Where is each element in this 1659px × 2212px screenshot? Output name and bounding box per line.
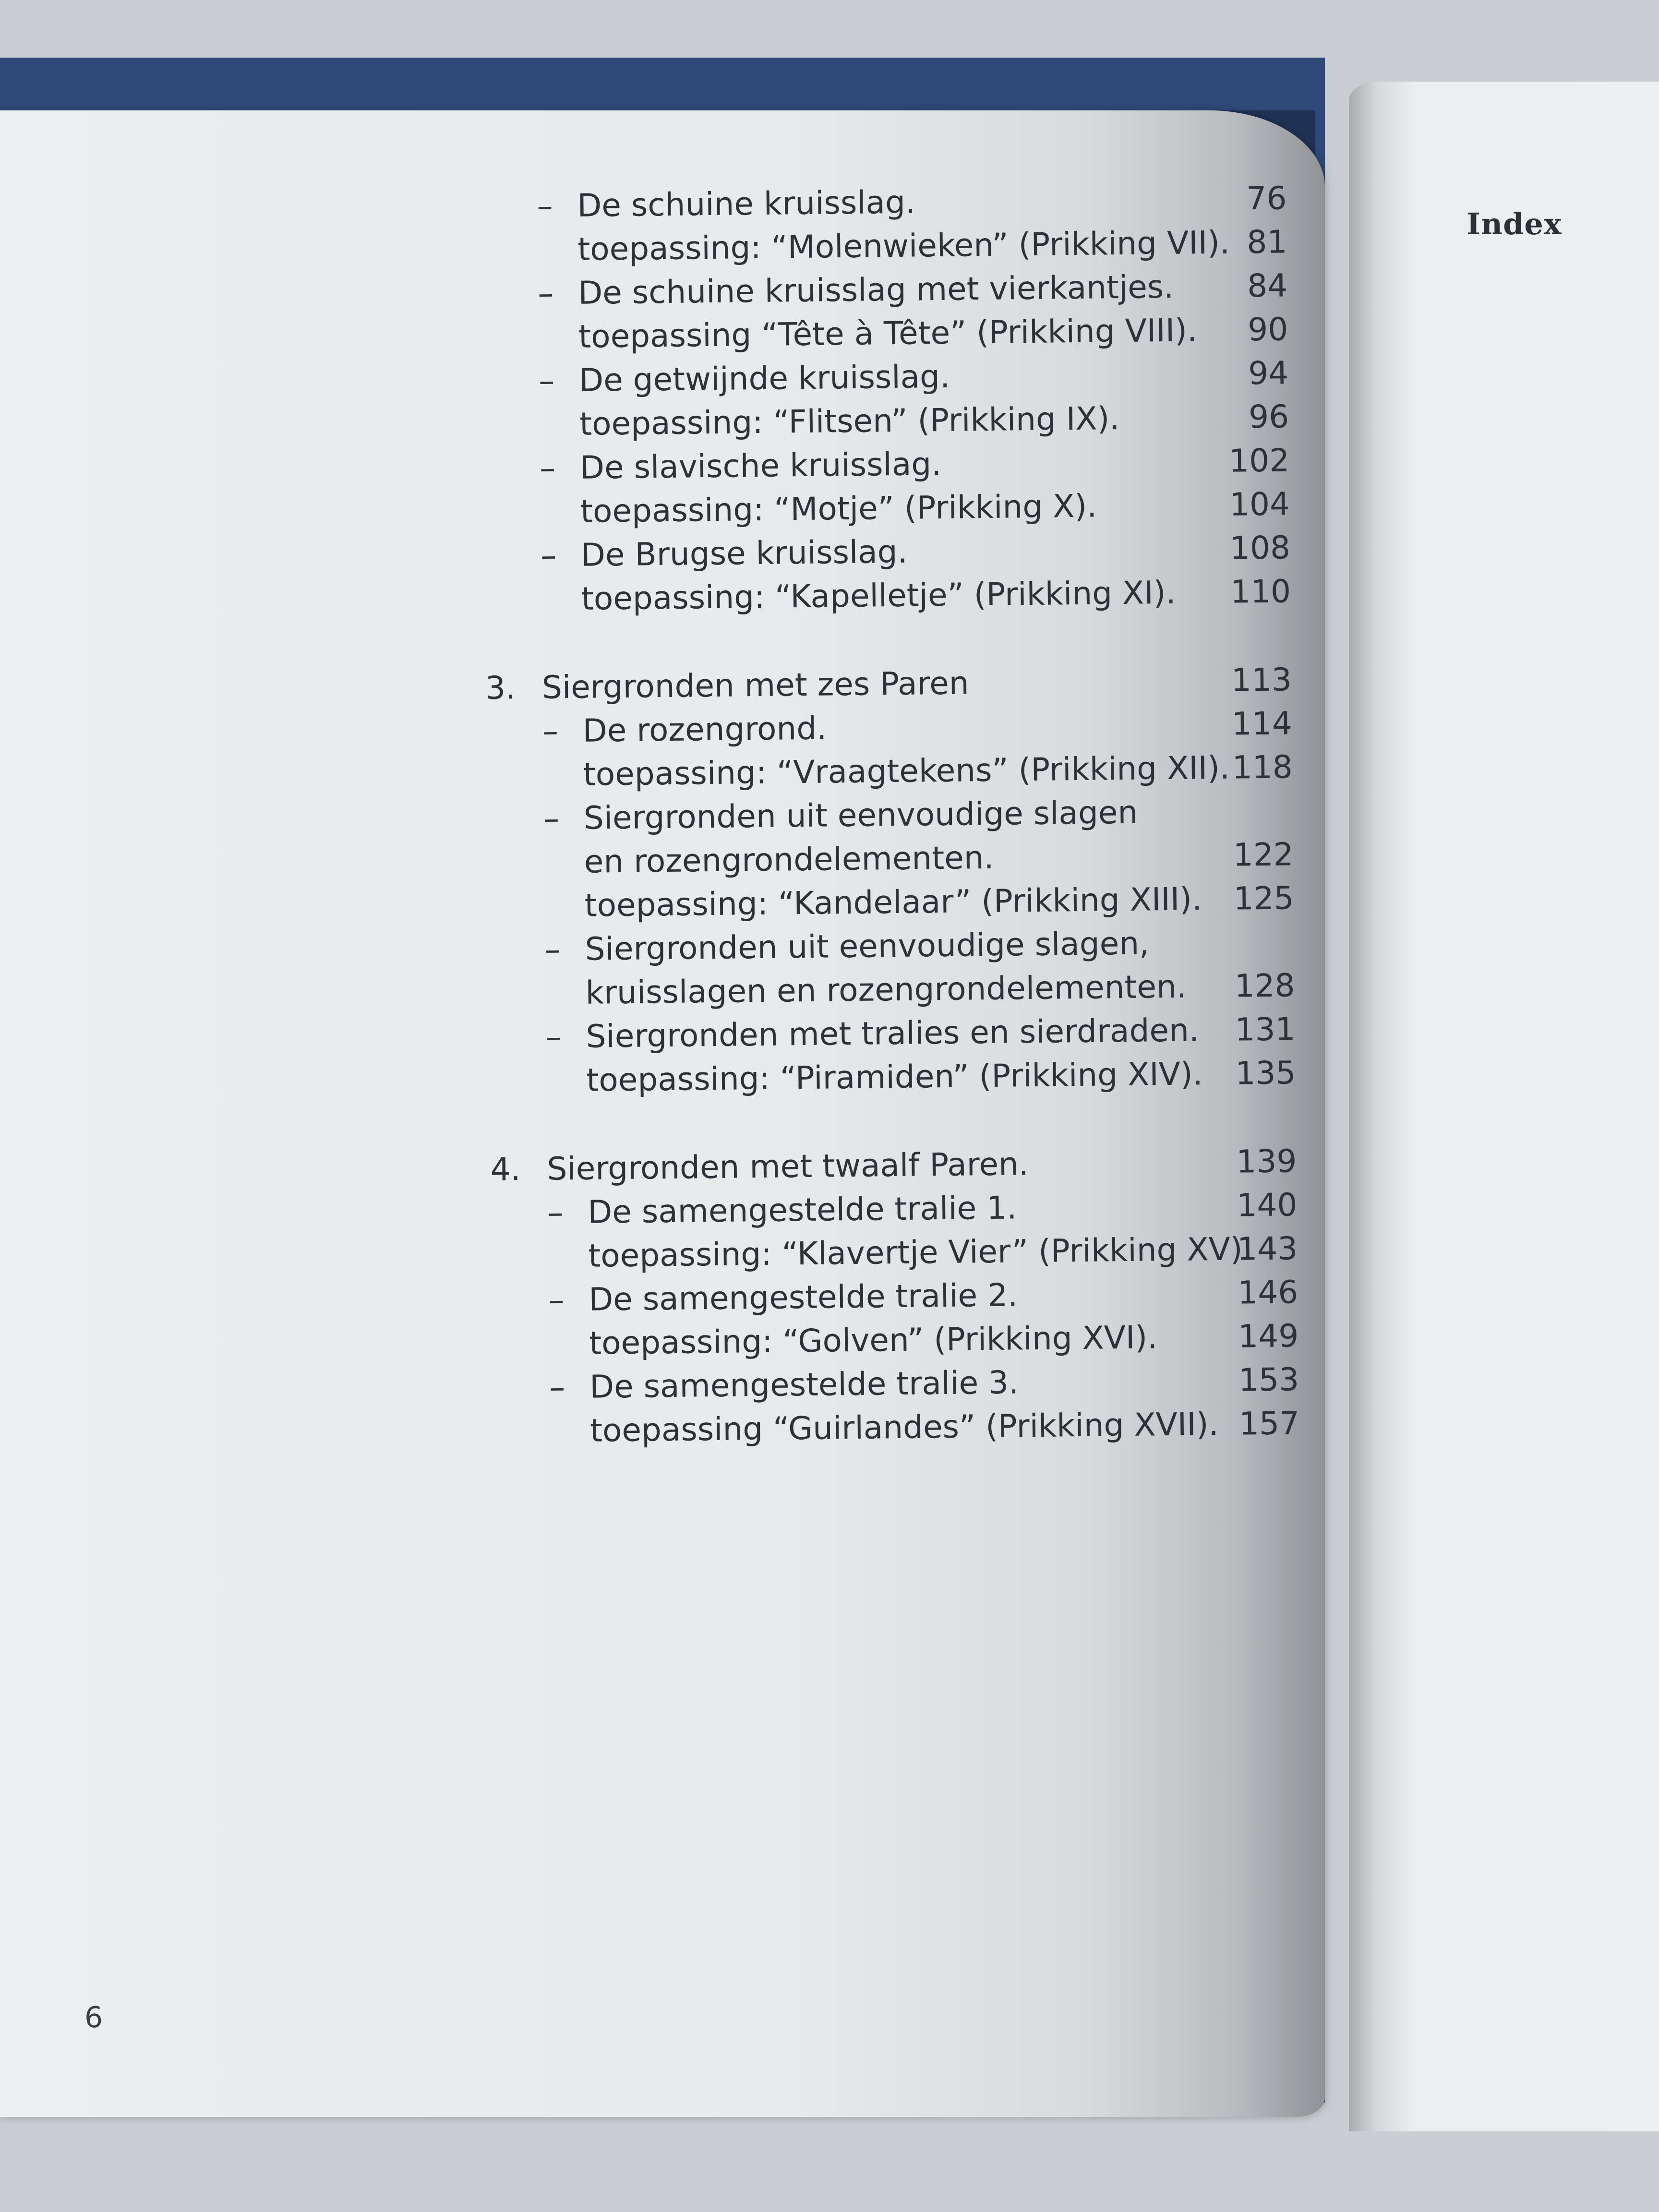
entry-page-number: 84: [1247, 267, 1288, 305]
toc-entry-row: [484, 569, 1310, 622]
toc-entry-row: [482, 395, 1309, 447]
entry-page-number: 157: [1238, 1405, 1300, 1443]
toc-entry-row: [481, 264, 1307, 316]
toc-entry-row: [480, 176, 1306, 228]
entry-title: toepassing “Tête à Tête” (Prikking VIII).: [578, 312, 1198, 355]
toc-entry-row: [486, 745, 1312, 797]
entry-dash: [543, 840, 572, 841]
entry-page-number: 108: [1229, 529, 1291, 567]
toc-entry-row: [493, 1358, 1319, 1410]
entry-page-number: 96: [1248, 398, 1289, 436]
entry-title: De samengestelde tralie 2.: [588, 1276, 1018, 1318]
entry-page-number: 102: [1228, 442, 1290, 480]
entry-page-number: 125: [1233, 879, 1295, 917]
entry-title: De rozengrond.: [582, 709, 827, 749]
entry-dash: –: [537, 187, 553, 225]
toc-entry-row: [493, 1401, 1319, 1454]
section-number: 3.: [485, 669, 516, 707]
entry-title: toepassing: “Piramiden” (Prikking XIV).: [586, 1055, 1203, 1099]
entry-page-number: 149: [1238, 1317, 1299, 1355]
toc-entry-row: [488, 920, 1314, 972]
entry-dash: –: [545, 1018, 562, 1056]
toc-entry-row: [482, 351, 1308, 403]
toc-entry-row: [485, 701, 1311, 754]
entry-page-number: 81: [1246, 223, 1287, 261]
entry-dash: –: [547, 1194, 564, 1231]
entry-title: toepassing: “Kandelaar” (Prikking XIII).: [584, 880, 1202, 924]
entry-title: De slavische kruisslag.: [579, 445, 942, 486]
entry-title: kruisslagen en rozengrondelementen.: [585, 968, 1187, 1011]
entry-dash: [545, 971, 574, 972]
entry-title: toepassing: “Vraagtekens” (Prikking XII).: [583, 749, 1230, 793]
entry-dash: –: [548, 1281, 565, 1319]
toc-entry-row: [483, 482, 1310, 534]
entry-dash: [548, 1234, 577, 1235]
entry-title: De schuine kruisslag met vierkantjes.: [577, 268, 1174, 312]
entry-dash: –: [537, 275, 554, 312]
entry-title: De getwijnde kruisslag.: [578, 358, 950, 399]
entry-dash: –: [539, 449, 556, 487]
entry-title: De schuine kruisslag.: [577, 183, 916, 224]
entry-title: De samengestelde tralie 3.: [589, 1364, 1019, 1406]
entry-dash: –: [540, 537, 557, 574]
entry-page-number: 118: [1232, 748, 1293, 786]
section-number: 4.: [490, 1151, 521, 1188]
entry-title: en rozengrondelementen.: [584, 839, 994, 880]
toc-entry-row: [483, 438, 1309, 491]
entry-dash: [539, 402, 568, 403]
toc-entry-row: [481, 307, 1308, 360]
entry-page-number: 104: [1229, 485, 1290, 523]
toc-entry-row: [487, 832, 1313, 885]
section-gap: [485, 613, 1311, 666]
toc-entry-row: [489, 1007, 1315, 1059]
entry-title: toepassing: “Klavertje Vier” (Prikking XV).: [588, 1230, 1253, 1274]
toc-entry-row: [492, 1314, 1318, 1366]
index-heading: Index: [1467, 206, 1562, 241]
table-of-contents: [480, 176, 1319, 1454]
entry-dash: –: [544, 931, 561, 968]
entry-dash: –: [542, 712, 559, 750]
entry-page-number: 94: [1248, 354, 1289, 392]
section-title: Siergronden met twaalf Paren.: [547, 1145, 1029, 1188]
entry-title: toepassing: “Kapelletje” (Prikking XI).: [581, 574, 1176, 617]
entry-title: De samengestelde tralie 1.: [588, 1189, 1017, 1231]
toc-entry-row: [489, 1051, 1315, 1103]
entry-dash: –: [538, 362, 555, 399]
toc-section-row: [485, 658, 1311, 710]
entry-page-number: 128: [1234, 967, 1295, 1005]
toc-entry-row: [487, 876, 1313, 928]
entry-page-number: 135: [1235, 1054, 1296, 1092]
entry-page-number: 122: [1233, 836, 1294, 874]
entry-page-number: 143: [1237, 1230, 1298, 1268]
entry-title: Siergronden uit eenvoudige slagen: [583, 793, 1138, 837]
section-gap: [490, 1094, 1316, 1148]
page-number: 6: [84, 2001, 103, 2034]
toc-entry-row: [491, 1183, 1317, 1235]
toc-entry-row: [484, 526, 1310, 578]
entry-page-number: 139: [1236, 1142, 1297, 1180]
toc-entry-row: [491, 1226, 1317, 1279]
entry-page-number: 131: [1235, 1010, 1296, 1048]
right-page: [1349, 82, 1659, 2131]
entry-title: De Brugse kruisslag.: [580, 533, 908, 574]
entry-title: toepassing: “Flitsen” (Prikking IX).: [579, 400, 1120, 443]
entry-page-number: 140: [1236, 1186, 1298, 1224]
entry-page-number: 153: [1238, 1361, 1299, 1399]
entry-page-number: 113: [1231, 661, 1292, 699]
entry-title: Siergronden uit eenvoudige slagen,: [585, 925, 1150, 968]
entry-dash: –: [543, 800, 560, 837]
toc-entry-row: [488, 963, 1314, 1016]
entry-page-number: 110: [1230, 573, 1291, 611]
entry-title: toepassing: “Motje” (Prikking X).: [580, 487, 1097, 530]
section-title: Siergronden met zes Paren: [541, 664, 970, 706]
entry-page-number: 76: [1246, 180, 1287, 217]
toc-entry-row: [492, 1270, 1318, 1322]
entry-page-number: 90: [1247, 311, 1288, 349]
entry-dash: [546, 1058, 575, 1059]
entry-dash: –: [549, 1369, 565, 1406]
entry-title: toepassing: “Molenwieken” (Prikking VII).: [577, 224, 1230, 268]
entry-title: toepassing: “Golven” (Prikking XVI).: [589, 1319, 1158, 1362]
entry-title: Siergronden met tralies en sierdraden.: [586, 1011, 1200, 1055]
toc-entry-row: [486, 789, 1312, 841]
toc-entry-row: [481, 220, 1307, 272]
toc-section-row: [490, 1139, 1316, 1191]
entry-page-number: 114: [1231, 705, 1293, 743]
entry-page-number: 146: [1237, 1274, 1298, 1311]
entry-title: toepassing “Guirlandes” (Prikking XVII).: [589, 1406, 1219, 1449]
